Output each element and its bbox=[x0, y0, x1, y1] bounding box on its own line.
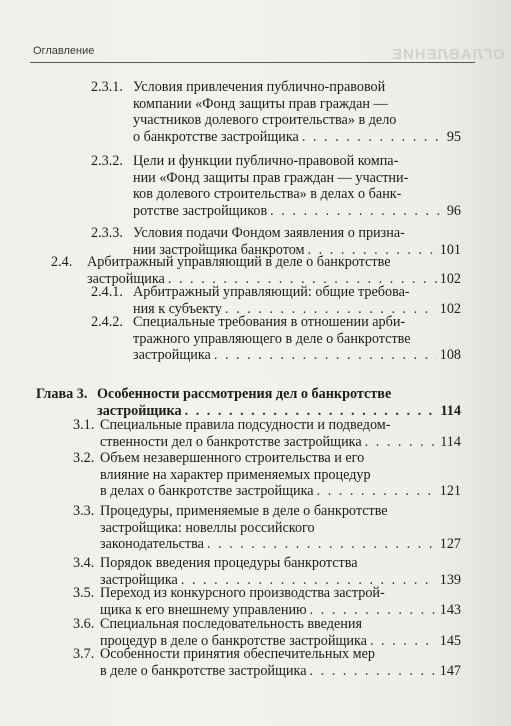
toc-entry-title bbox=[97, 386, 461, 419]
toc-title-line: Арбитражный управляющий: общие требова- bbox=[133, 284, 410, 300]
toc-title-line: Цели и функции публично-правовой компа- bbox=[133, 153, 399, 169]
toc-title-line: ков долевого строительства» в делах о банк- bbox=[133, 186, 402, 203]
toc-entry-number: 2.3.1. bbox=[91, 79, 123, 95]
toc-page-number: 143 bbox=[439, 601, 461, 618]
toc-title-line: застройщика bbox=[87, 270, 165, 287]
toc-entry bbox=[73, 555, 461, 588]
toc-title-line: Специальные требования в отношении арби- bbox=[133, 314, 406, 330]
dot-leader bbox=[317, 483, 437, 500]
toc-title-line: Условия подачи Фондом заявления о призна- bbox=[133, 225, 405, 241]
toc-page-number: 96 bbox=[446, 202, 461, 219]
toc-entry-title bbox=[100, 555, 461, 588]
toc-title-line: Порядок введения процедуры банкротства bbox=[100, 555, 358, 571]
toc-title-line: влияние на характер применяемых процедур bbox=[100, 466, 371, 483]
toc-entry bbox=[91, 314, 461, 364]
toc-entry-number: 2.3.2. bbox=[91, 153, 123, 169]
toc-title-line: щика к его внешнему управлению bbox=[100, 601, 307, 618]
toc-entry-title bbox=[100, 417, 461, 450]
toc-entry-number: Глава 3. bbox=[36, 386, 88, 402]
toc-entry bbox=[36, 386, 461, 419]
toc-title-line: тражного управляющего в деле о банкротстве bbox=[133, 330, 411, 347]
toc-entry-title bbox=[133, 314, 461, 364]
toc-entry-title bbox=[100, 450, 461, 500]
toc-title-line: в деле о банкротстве застройщика bbox=[100, 662, 307, 679]
dot-leader bbox=[310, 663, 437, 680]
toc-entry-number: 3.3. bbox=[73, 503, 95, 519]
toc-entry bbox=[73, 646, 461, 679]
toc-title-line: Условия привлечения публично-правовой bbox=[133, 79, 386, 95]
toc-page-number: 147 bbox=[439, 662, 461, 679]
toc-title-line: о банкротстве застройщика bbox=[133, 128, 299, 145]
toc-title-line: в делах о банкротстве застройщика bbox=[100, 483, 314, 500]
dot-leader bbox=[270, 203, 444, 220]
toc-entry bbox=[91, 284, 461, 317]
toc-page-number: 121 bbox=[439, 483, 461, 500]
toc-entry-number: 2.3.3. bbox=[91, 225, 123, 241]
toc-entry-number: 3.6. bbox=[73, 616, 95, 632]
toc-title-line: Особенности принятия обеспечительных мер bbox=[100, 646, 376, 662]
toc-title-line: Специальные правила подсудности и подведом- bbox=[100, 417, 391, 433]
toc-entry bbox=[51, 254, 461, 287]
toc-title-line: законодательства bbox=[100, 536, 204, 553]
toc-title-line: ротстве застройщиков bbox=[133, 202, 268, 219]
toc-title-line: Арбитражный управляющий в деле о банкротстве bbox=[87, 254, 391, 270]
toc-entry bbox=[73, 585, 461, 618]
toc-entry bbox=[73, 417, 461, 450]
toc-title-line: Специальная последовательность введения bbox=[100, 616, 363, 632]
toc-page-number: 114 bbox=[440, 433, 461, 450]
toc-entry-number: 2.4. bbox=[51, 254, 73, 270]
running-head: Оглавление bbox=[33, 45, 95, 57]
dot-leader bbox=[214, 347, 437, 364]
toc-entry bbox=[91, 153, 461, 219]
toc-entry bbox=[91, 79, 461, 145]
toc-entry-number: 3.1. bbox=[73, 417, 95, 433]
toc-title-line: процедур в деле о банкротстве застройщика bbox=[100, 632, 367, 649]
toc-entry-title bbox=[100, 616, 461, 649]
toc-entry bbox=[73, 503, 461, 553]
toc-entry bbox=[73, 616, 461, 649]
toc-title-line: участников долевого строительства» в дело bbox=[133, 112, 397, 129]
toc-title-line: застройщика bbox=[100, 571, 178, 588]
toc-title-line: Переход из конкурсного производства застрой- bbox=[100, 585, 385, 601]
toc-title-line: застройщика: новеллы российского bbox=[100, 519, 315, 536]
dot-leader bbox=[302, 129, 444, 146]
toc-title-line: Особенности рассмотрения дел о банкротстве bbox=[97, 386, 392, 402]
toc-entry bbox=[73, 450, 461, 500]
toc-page-number: 145 bbox=[439, 632, 461, 649]
toc-page-number: 108 bbox=[439, 347, 461, 364]
toc-entry-number: 3.2. bbox=[73, 450, 95, 466]
toc-page-number: 102 bbox=[439, 270, 461, 287]
toc-title-line: застройщика bbox=[97, 402, 182, 419]
toc-title-line: нии «Фонд защиты прав граждан — участни- bbox=[133, 169, 409, 186]
toc-title-line: застройщика bbox=[133, 347, 211, 364]
toc-entry-title bbox=[133, 284, 461, 317]
toc-entry-number: 2.4.1. bbox=[91, 284, 123, 300]
toc-title-line: Объем незавершенного строительства и его bbox=[100, 450, 365, 466]
toc-page-number: 139 bbox=[439, 571, 461, 588]
toc-entry-title bbox=[87, 254, 461, 287]
toc-entry-title bbox=[100, 503, 461, 553]
dot-leader bbox=[207, 536, 437, 553]
toc-page-number: 102 bbox=[439, 300, 461, 317]
toc-title-line: ственности дел о банкротстве застройщика bbox=[100, 433, 362, 450]
toc-entry-number: 3.4. bbox=[73, 555, 95, 571]
toc-title-line: Процедуры, применяемые в деле о банкротстве bbox=[100, 503, 388, 519]
toc-title-line: ния к субъекту bbox=[133, 300, 223, 317]
toc-entry-title bbox=[133, 153, 461, 219]
toc-page-number: 101 bbox=[439, 241, 461, 258]
toc-entry-title bbox=[100, 585, 461, 618]
toc-entry-title bbox=[100, 646, 461, 679]
toc-entry-number: 2.4.2. bbox=[91, 314, 123, 330]
toc-page-number: 95 bbox=[446, 128, 461, 145]
toc-entry-number: 3.5. bbox=[73, 585, 95, 601]
toc-page-number: 114 bbox=[440, 402, 461, 419]
dot-leader bbox=[365, 434, 438, 451]
toc-entry-number: 3.7. bbox=[73, 646, 95, 662]
toc-title-line: компании «Фонд защиты прав граждан — bbox=[133, 95, 388, 112]
toc-title-line: нии застройщика банкротом bbox=[133, 241, 305, 258]
toc-page-number: 127 bbox=[439, 536, 461, 553]
show-through-text: ОГЛАВЛЕНИЕ bbox=[391, 46, 505, 63]
toc-entry-title bbox=[133, 79, 461, 145]
